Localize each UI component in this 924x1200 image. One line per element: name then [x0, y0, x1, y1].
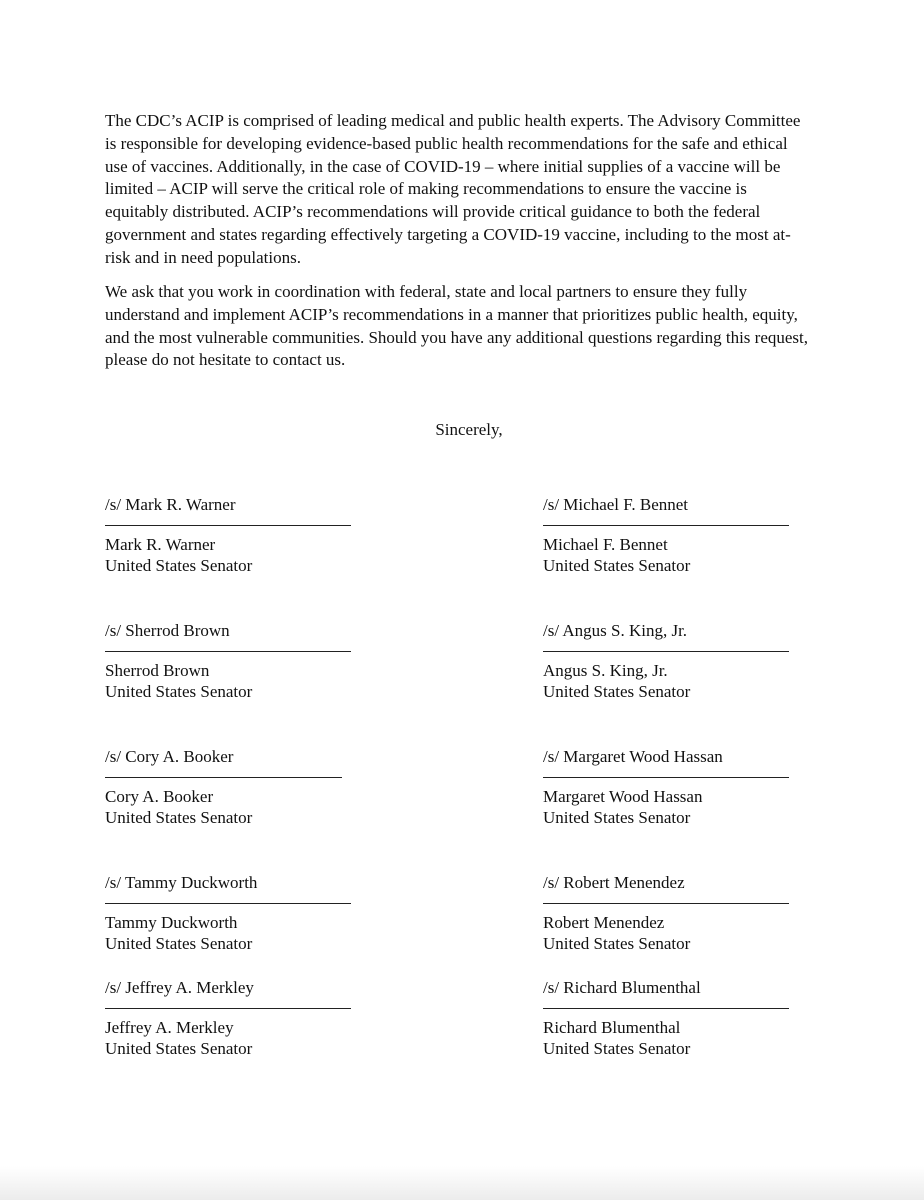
signer-title: United States Senator: [543, 934, 691, 953]
signature-block-bennet: [543, 494, 789, 576]
signature-block-hassan: [543, 746, 789, 828]
electronic-signature: /s/ Mark R. Warner: [105, 495, 236, 514]
signature-block-duckworth: [105, 872, 351, 954]
signer-title: United States Senator: [105, 1039, 253, 1058]
signer-name: Mark R. Warner: [105, 535, 216, 554]
signer-title: United States Senator: [105, 556, 253, 575]
electronic-signature: /s/ Jeffrey A. Merkley: [105, 978, 254, 997]
signature-line: [543, 903, 789, 904]
signature-block-menendez: [543, 872, 789, 954]
signer-name: Sherrod Brown: [105, 661, 210, 680]
closing-salutation: Sincerely,: [435, 420, 503, 439]
signature-line: [105, 777, 342, 778]
electronic-signature: /s/ Michael F. Bennet: [543, 495, 689, 514]
signer-title: United States Senator: [105, 808, 253, 827]
signature-line: [543, 777, 789, 778]
signature-block-warner: [105, 494, 351, 576]
signer-name: Robert Menendez: [543, 913, 665, 932]
body-paragraph-request: We ask that you work in coordination with federal, state and local partners to ensure they fully understand and implement ACIP’s recommendations in a manner that prioritizes public health, equity, and the most vulnerable communities. Should you have any additional questions regarding this request, please do not hesitate to contact us.: [105, 282, 809, 370]
signature-line: [105, 525, 351, 526]
signer-name: Margaret Wood Hassan: [543, 787, 703, 806]
signature-line: [543, 525, 789, 526]
signature-line: [105, 903, 351, 904]
electronic-signature: /s/ Robert Menendez: [543, 873, 685, 892]
electronic-signature: /s/ Tammy Duckworth: [105, 873, 258, 892]
signature-line: [543, 1008, 789, 1009]
signer-title: United States Senator: [543, 682, 691, 701]
signature-block-blumenthal: [543, 977, 789, 1059]
signer-title: United States Senator: [105, 934, 253, 953]
signature-line: [543, 651, 789, 652]
electronic-signature: /s/ Richard Blumenthal: [543, 978, 701, 997]
signer-title: United States Senator: [543, 556, 691, 575]
signature-line: [105, 1008, 351, 1009]
body-paragraph-acip: The CDC’s ACIP is comprised of leading medical and public health experts. The Advisory Committee is responsible for developing evidence-based public health recommendations for the safe and ethical use of vaccines. Additionally, in the case of COVID-19 – where initial supplies of a vaccine will be limited – ACIP will serve the critical role of making recommendations to ensure the vaccine is equitably distributed. ACIP’s recommendations will provide critical guidance to both the federal government and states regarding effectively targeting a COVID-19 vaccine, including to the most at-risk and in need populations.: [105, 111, 801, 267]
signer-name: Jeffrey A. Merkley: [105, 1018, 234, 1037]
electronic-signature: /s/ Angus S. King, Jr.: [543, 621, 688, 640]
signer-title: United States Senator: [105, 682, 253, 701]
page-bottom-shadow: [0, 1166, 924, 1200]
signer-name: Cory A. Booker: [105, 787, 214, 806]
signature-block-king: [543, 620, 789, 702]
signer-name: Tammy Duckworth: [105, 913, 238, 932]
signature-block-merkley: [105, 977, 351, 1059]
signer-title: United States Senator: [543, 1039, 691, 1058]
signer-name: Michael F. Bennet: [543, 535, 668, 554]
signature-line: [105, 651, 351, 652]
signer-name: Richard Blumenthal: [543, 1018, 681, 1037]
electronic-signature: /s/ Sherrod Brown: [105, 621, 230, 640]
signature-block-brown: [105, 620, 351, 702]
electronic-signature: /s/ Margaret Wood Hassan: [543, 747, 723, 766]
signer-name: Angus S. King, Jr.: [543, 661, 668, 680]
electronic-signature: /s/ Cory A. Booker: [105, 747, 234, 766]
signature-block-booker: [105, 746, 342, 828]
signer-title: United States Senator: [543, 808, 691, 827]
